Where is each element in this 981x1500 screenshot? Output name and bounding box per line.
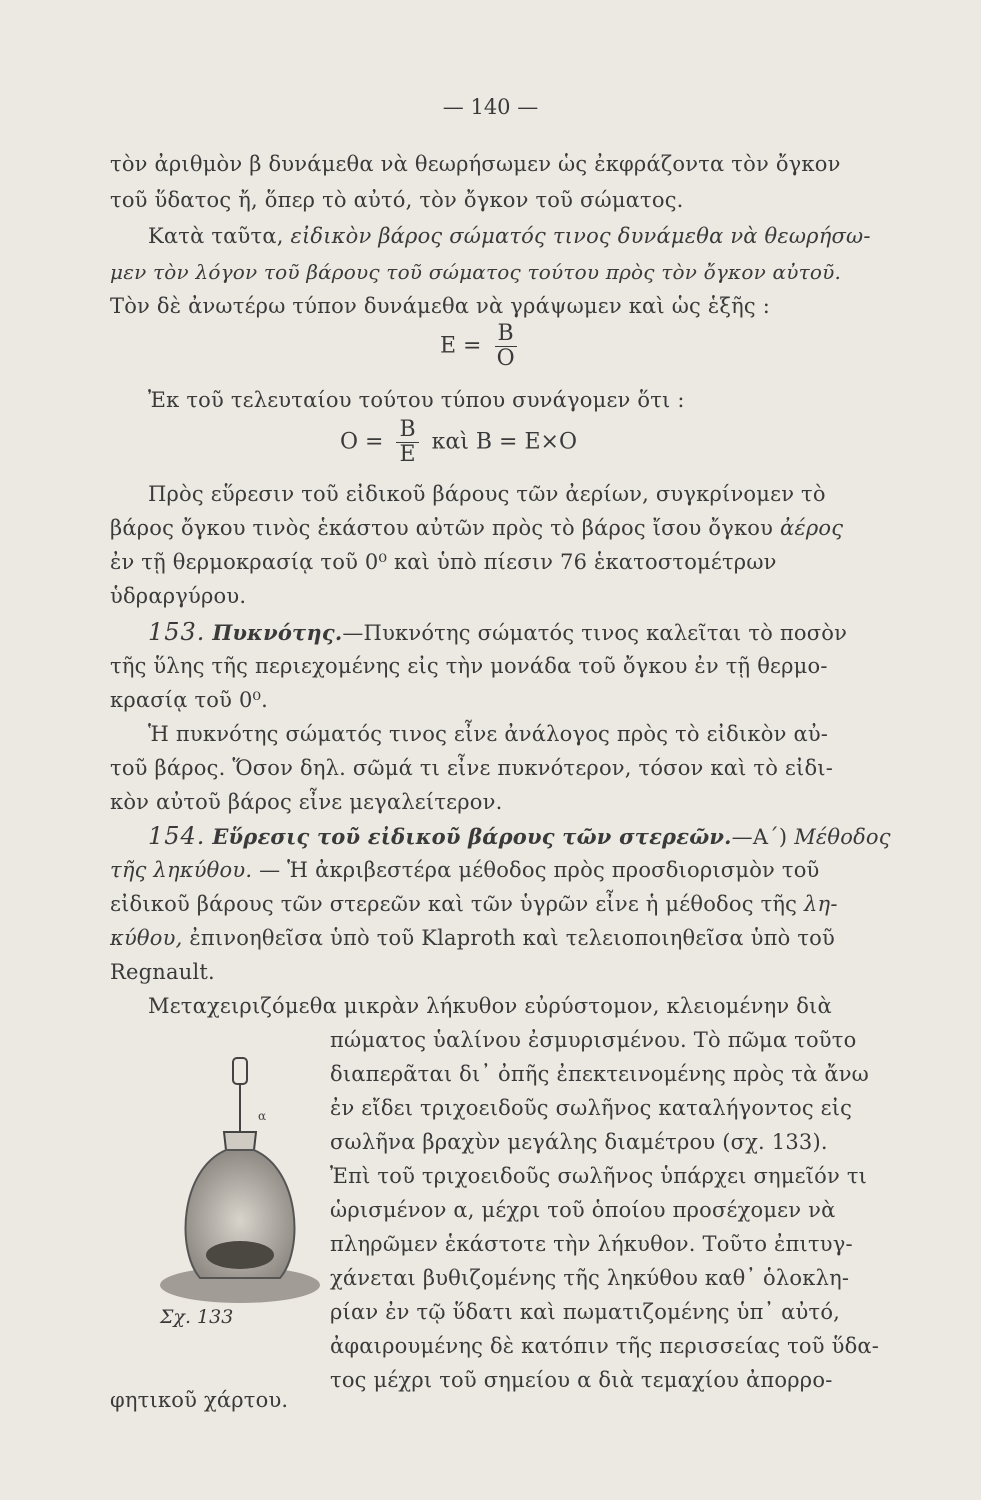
text-line: τος μέχρι τοῦ σημείου α διὰ τεμαχίου ἀπορρο- (330, 1368, 833, 1392)
text-line: κὸν αὐτοῦ βάρος εἶνε μεγαλείτερον. (110, 790, 503, 814)
text-line: Πρὸς εὕρεσιν τοῦ εἰδικοῦ βάρους τῶν ἀερίων, συγκρίνομεν τὸ (148, 482, 826, 506)
text-line: χάνεται βυθιζομένης τῆς ληκύθου καθ᾽ ὁλοκλη- (330, 1266, 850, 1290)
text-line: τῆς ληκύθου. — Ἡ ἀκριβεστέρα μέθοδος πρὸς προσδιορισμὸν τοῦ (110, 858, 820, 882)
text-line: βάρος ὄγκου τινὸς ἑκάστου αὐτῶν πρὸς τὸ βάρος ἴσου ὄγκου ἀέρος (110, 516, 844, 540)
section-154-heading: 154. Εὕρεσις τοῦ εἰδικοῦ βάρους τῶν στερεῶν.—Α΄) Μέθοδος (148, 822, 891, 850)
text-line: πώματος ὑαλίνου ἐσμυρισμένου. Τὸ πῶμα τοῦτο (330, 1028, 857, 1052)
text-line: ὑδραργύρου. (110, 584, 247, 608)
text-line: ρίαν ἐν τῷ ὕδατι καὶ πωματιζομένης ὑπ᾽ αὐτό, (330, 1300, 841, 1324)
text-line: τοῦ βάρος. Ὅσον δηλ. σῶμά τι εἶνε πυκνότερον, τόσον καὶ τὸ εἰδι- (110, 756, 834, 780)
definition-text: εἰδικὸν βάρος σώματός τινος δυνάμεθα νὰ θεωρήσω- (290, 224, 871, 248)
text-line: εἰδικοῦ βάρους τῶν στερεῶν καὶ τῶν ὑγρῶν εἶνε ἡ μέθοδος τῆς λη- (110, 892, 838, 916)
text-line: ὡρισμένον α, μέχρι τοῦ ὁποίου προσέχομεν νὰ (330, 1198, 836, 1222)
text-line: μεν τὸν λόγον τοῦ βάρους τοῦ σώματος τούτου πρὸς τὸν ὄγκον αὐτοῦ. (110, 260, 842, 284)
text-line: Ἐπὶ τοῦ τριχοειδοῦς σωλῆνος ὑπάρχει σημεῖόν τι (330, 1164, 868, 1188)
text-line: τοῦ ὕδατος ἤ, ὅπερ τὸ αὐτό, τὸν ὄγκον τοῦ σώματος. (110, 188, 684, 212)
text-line: ἐν τῇ θερμοκρασίᾳ τοῦ 0⁰ καὶ ὑπὸ πίεσιν 76 ἑκατοστομέτρων (110, 550, 777, 574)
text-line: κύθου, ἐπινοηθεῖσα ὑπὸ τοῦ Klaproth καὶ τελειοποιηθεῖσα ὑπὸ τοῦ (110, 926, 835, 950)
mark-a-label: α (258, 1109, 267, 1123)
formula-density-ratio: E = $\frac{B}{O}$ (440, 322, 523, 371)
text-line: Μεταχειριζόμεθα μικρὰν λήκυθον εὐρύστομον, κλειομένην διὰ (148, 994, 832, 1018)
text-line: κρασίᾳ τοῦ 0⁰. (110, 688, 269, 712)
pycnometer-figure (140, 1050, 340, 1320)
text-line: Ἐκ τοῦ τελευταίου τούτου τύπου συνάγομεν ὅτι : (148, 388, 685, 412)
text-line: Τὸν δὲ ἀνωτέρω τύπον δυνάμεθα νὰ γράψωμεν καὶ ὡς ἑξῆς : (110, 294, 771, 318)
formula-volume: O = $\frac{B}{E}$ καὶ B = E×O (340, 417, 577, 467)
bottle-shape (160, 1058, 320, 1303)
text-line: ἀφαιρουμένης δὲ κατόπιν τῆς περισσείας τοῦ ὕδα- (330, 1334, 880, 1358)
text-line: πληρῶμεν ἑκάστοτε τὴν λήκυθον. Τοῦτο ἐπιτυγ- (330, 1232, 853, 1256)
text-line: φητικοῦ χάρτου. (110, 1388, 289, 1412)
text-line: διαπερᾶται δι᾽ ὀπῆς ἐπεκτεινομένης πρὸς τὰ ἄνω (330, 1062, 869, 1086)
text-line: Regnault. (110, 960, 215, 984)
text-line: τὸν ἀριθμὸν β δυνάμεθα νὰ θεωρήσωμεν ὡς ἐκφράζοντα τὸν ὄγκον (110, 152, 841, 176)
text-line: Ἡ πυκνότης σώματός τινος εἶνε ἀνάλογος πρὸς τὸ εἰδικὸν αὐ- (148, 722, 829, 746)
text-line: Κατὰ ταῦτα, εἰδικὸν βάρος σώματός τινος δυνάμεθα νὰ θεωρήσω- (148, 224, 871, 248)
text-line: ἐν εἴδει τριχοειδοῦς σωλῆνος καταλήγοντος εἰς (330, 1096, 853, 1120)
text-line: σωλῆνα βραχὺν μεγάλης διαμέτρου (σχ. 133). (330, 1130, 828, 1154)
figure-caption: Σχ. 133 (160, 1306, 234, 1328)
section-153-heading: 153. Πυκνότης.—Πυκνότης σώματός τινος καλεῖται τὸ ποσὸν (148, 618, 848, 646)
text-line: τῆς ὕλης τῆς περιεχομένης εἰς τὴν μονάδα τοῦ ὄγκου ἐν τῇ θερμο- (110, 654, 828, 678)
page-number: — 140 — (442, 95, 539, 119)
